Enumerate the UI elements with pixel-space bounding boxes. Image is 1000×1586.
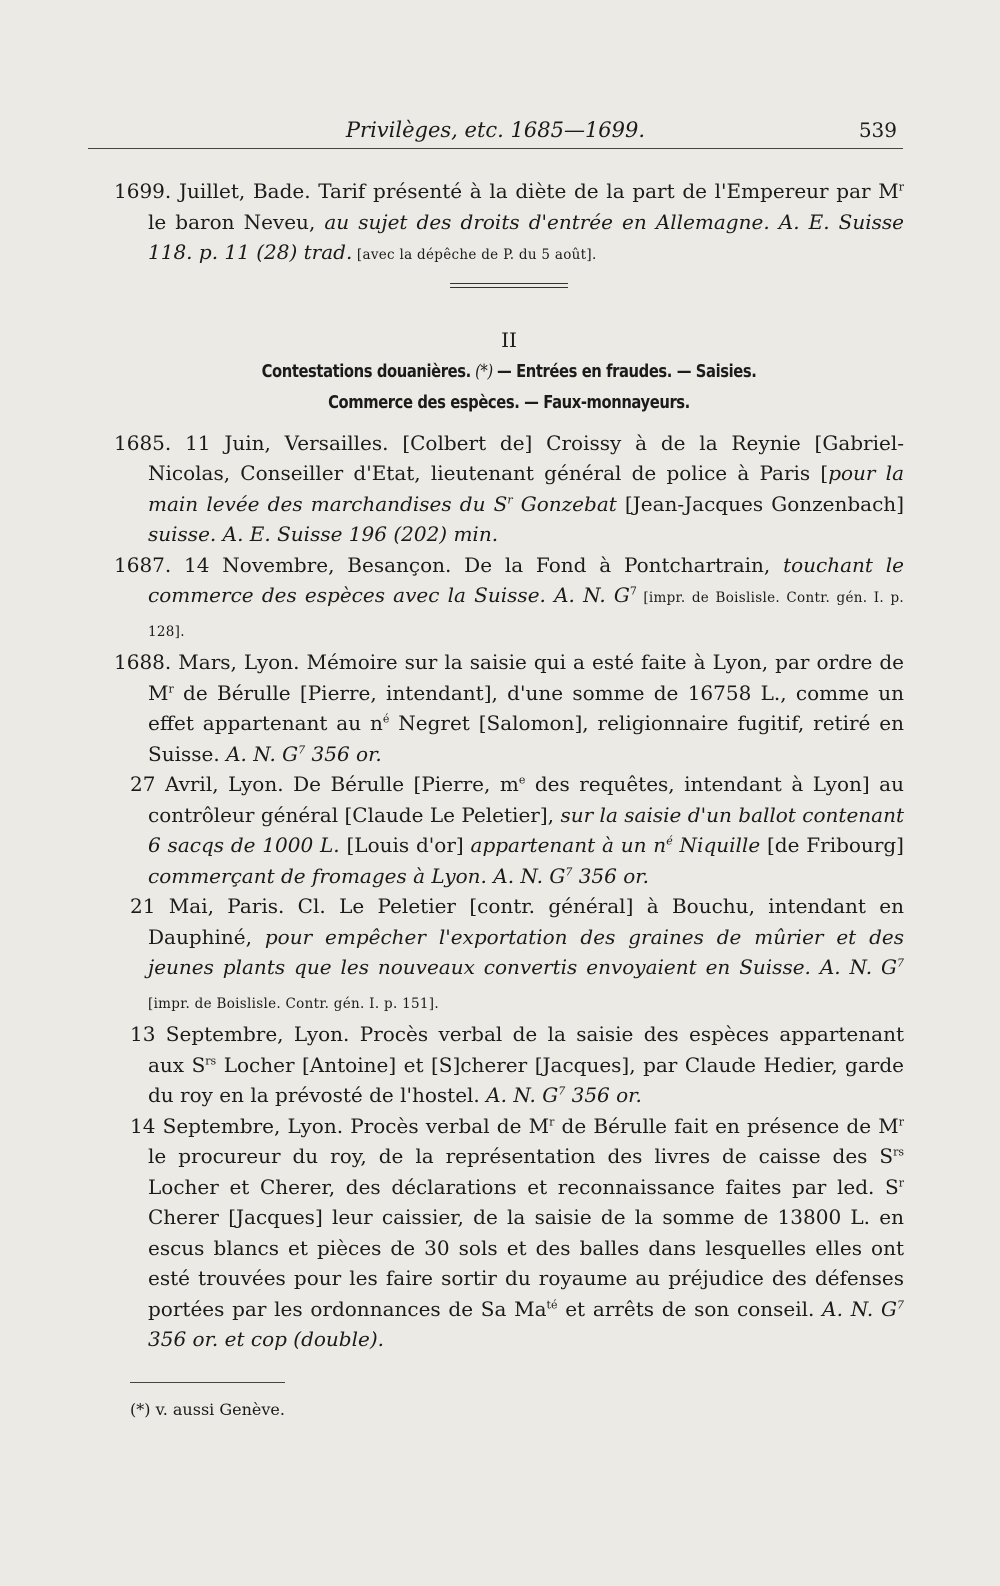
italic-run: 356 or.: [572, 863, 649, 888]
running-header: [88, 118, 903, 149]
text-run: le procureur du roy, de la représentation des livres de caisse des S: [148, 1144, 894, 1168]
superscript: r: [549, 1114, 555, 1128]
italic-run: A. N. G: [486, 1083, 559, 1107]
text-run: 14 Septembre, Lyon. Procès verbal de M: [130, 1113, 550, 1138]
italic-run: au sujet des droits d'entrée en Allemagne. A. E. Suisse 118. p. 11 (28) trad.: [148, 209, 904, 264]
entry-14-septembre: [114, 1111, 904, 1355]
italic-run: A. N. G: [226, 741, 299, 766]
superscript: r: [898, 1114, 904, 1128]
text-run: Locher [Antoine] et [S]cherer [Jacques], par Claude Hedier, garde du roy en la prévosté de l'hostel.: [148, 1052, 904, 1107]
text-run: 1685. 11 Juin, Versailles. [Colbert de] Croissy à de la Reynie [Gabriel-Nicolas, Conseiller d'Etat, lieutenant général de police à Paris [: [114, 430, 904, 485]
text-run: [de Fribourg]: [760, 833, 904, 857]
superscript: r: [507, 492, 513, 506]
italic-run: A. N. G: [822, 1296, 897, 1321]
text-run: de Bérulle fait en présence de M: [554, 1113, 899, 1138]
superscript: é: [382, 712, 390, 726]
text-run: [Louis d'or]: [339, 833, 471, 857]
italic-run: pour la main levée des marchandises du S: [148, 461, 904, 516]
superscript: té: [546, 1297, 558, 1311]
superscript: 7: [558, 1084, 566, 1098]
superscript: 7: [897, 956, 904, 970]
italic-run: appartenant à un n: [470, 833, 667, 857]
superscript: 7: [565, 864, 573, 878]
section-title-line-1: [185, 356, 833, 387]
superscript: rs: [205, 1053, 217, 1067]
small-run: [impr. de Boislisle. Contr. gén. I. p. 128].: [148, 590, 904, 640]
footnote-marker: (*): [470, 360, 498, 382]
text-run: Cherer [Jacques] leur caissier, de la saisie de la somme de 13800 L. en escus blancs et pièces de 30 sols et des balles dans lesquelles elles ont esté trouvées pour les faire sortir du royaume au préjudice des défenses portées par les ordonnances de Sa Ma: [148, 1205, 904, 1321]
running-title: Privilèges, etc. 1685—1699.: [345, 118, 646, 142]
superscript: 7: [896, 1297, 904, 1311]
italic-run: 356 or. et cop (double).: [148, 1327, 385, 1351]
entry-21-mai: [114, 891, 904, 1019]
entry-13-septembre: [114, 1019, 904, 1111]
superscript: r: [898, 180, 904, 194]
superscript: rs: [893, 1145, 904, 1159]
entry-1688-mars: [114, 647, 904, 769]
small-run: [impr. de Boislisle. Contr. gén. I. p. 151].: [148, 995, 439, 1012]
text-run: des requêtes, intendant à Lyon] au contrôleur général [Claude Le Peletier],: [148, 772, 904, 827]
italic-run: Gonzebat: [512, 491, 617, 516]
italic-run: suisse. A. E. Suisse 196 (202) min.: [148, 522, 499, 546]
italic-run: sur la saisie d'un ballot contenant 6 sacqs de 1000 L.: [148, 802, 904, 857]
superscript: é: [666, 834, 673, 848]
page-number: 539: [858, 118, 897, 142]
section-title-line-2: Commerce des espèces. — Faux-monnayeurs.: [328, 391, 690, 413]
italic-run: 356 or.: [565, 1083, 642, 1107]
text-run: 21 Mai, Paris. Cl. Le Peletier [contr. général] à Bouchu, intendant en Dauphiné,: [130, 894, 904, 949]
section-heading: [114, 328, 904, 418]
superscript: 7: [629, 584, 637, 598]
superscript: 7: [298, 742, 306, 756]
italic-run: pour empêcher l'exportation des graines de mûrier et des jeunes plants que les nouveaux convertis envoyaient en Suisse. A. N. G: [148, 924, 904, 979]
small-run: [avec la dépêche de P. du 5 août].: [352, 247, 597, 263]
text-run: [Jean-Jacques Gonzenbach]: [616, 491, 904, 516]
heading-run: — Entrées en fraudes. — Saisies.: [497, 360, 757, 382]
text-run: le baron Neveu,: [148, 209, 325, 234]
italic-run: 356 or.: [305, 741, 382, 766]
italic-run: touchant le commerce des espèces avec la Suisse. A. N. G: [148, 552, 904, 607]
entry-27-avril: [114, 769, 904, 891]
text-run: 27 Avril, Lyon. De Bérulle [Pierre, m: [130, 772, 519, 796]
heading-run: Contestations douanières.: [261, 360, 471, 382]
superscript: r: [168, 681, 174, 695]
entry-1685: [114, 428, 904, 550]
text-run: Locher et Cherer, des déclarations et reconnaissance faites par led. S: [148, 1174, 899, 1199]
text-run: Negret [Salomon], religionnaire fugitif, retiré en Suisse.: [148, 711, 904, 766]
text-run: 13 Septembre, Lyon. Procès verbal de la saisie des espèces appartenant aux S: [130, 1022, 904, 1077]
text-run: et arrêts de son conseil.: [557, 1296, 823, 1321]
italic-run: commerçant de fromages à Lyon. A. N. G: [148, 863, 566, 888]
footnote-rule: [130, 1382, 285, 1383]
footnote: (*) v. aussi Genève.: [130, 1400, 285, 1419]
entry-1687: [114, 550, 904, 648]
italic-run: Niquille: [672, 833, 761, 857]
text-run: 1688. Mars, Lyon. Mémoire sur la saisie qui a esté faite à Lyon, par ordre de M: [114, 650, 904, 705]
page-body: [114, 176, 904, 1355]
text-run: 1699. Juillet, Bade. Tarif présenté à la diète de la part de l'Empereur par M: [114, 179, 899, 203]
superscript: e: [518, 773, 526, 787]
entry-1699: [114, 176, 904, 271]
text-run: de Bérulle [Pierre, intendant], d'une somme de 16758 L., comme un effet appartenant au n: [148, 680, 904, 735]
text-run: 1687. 14 Novembre, Besançon. De la Fond à Pontchartrain,: [114, 552, 784, 577]
double-rule-divider: [450, 283, 568, 288]
section-number: II: [501, 327, 517, 352]
superscript: r: [898, 1175, 904, 1189]
